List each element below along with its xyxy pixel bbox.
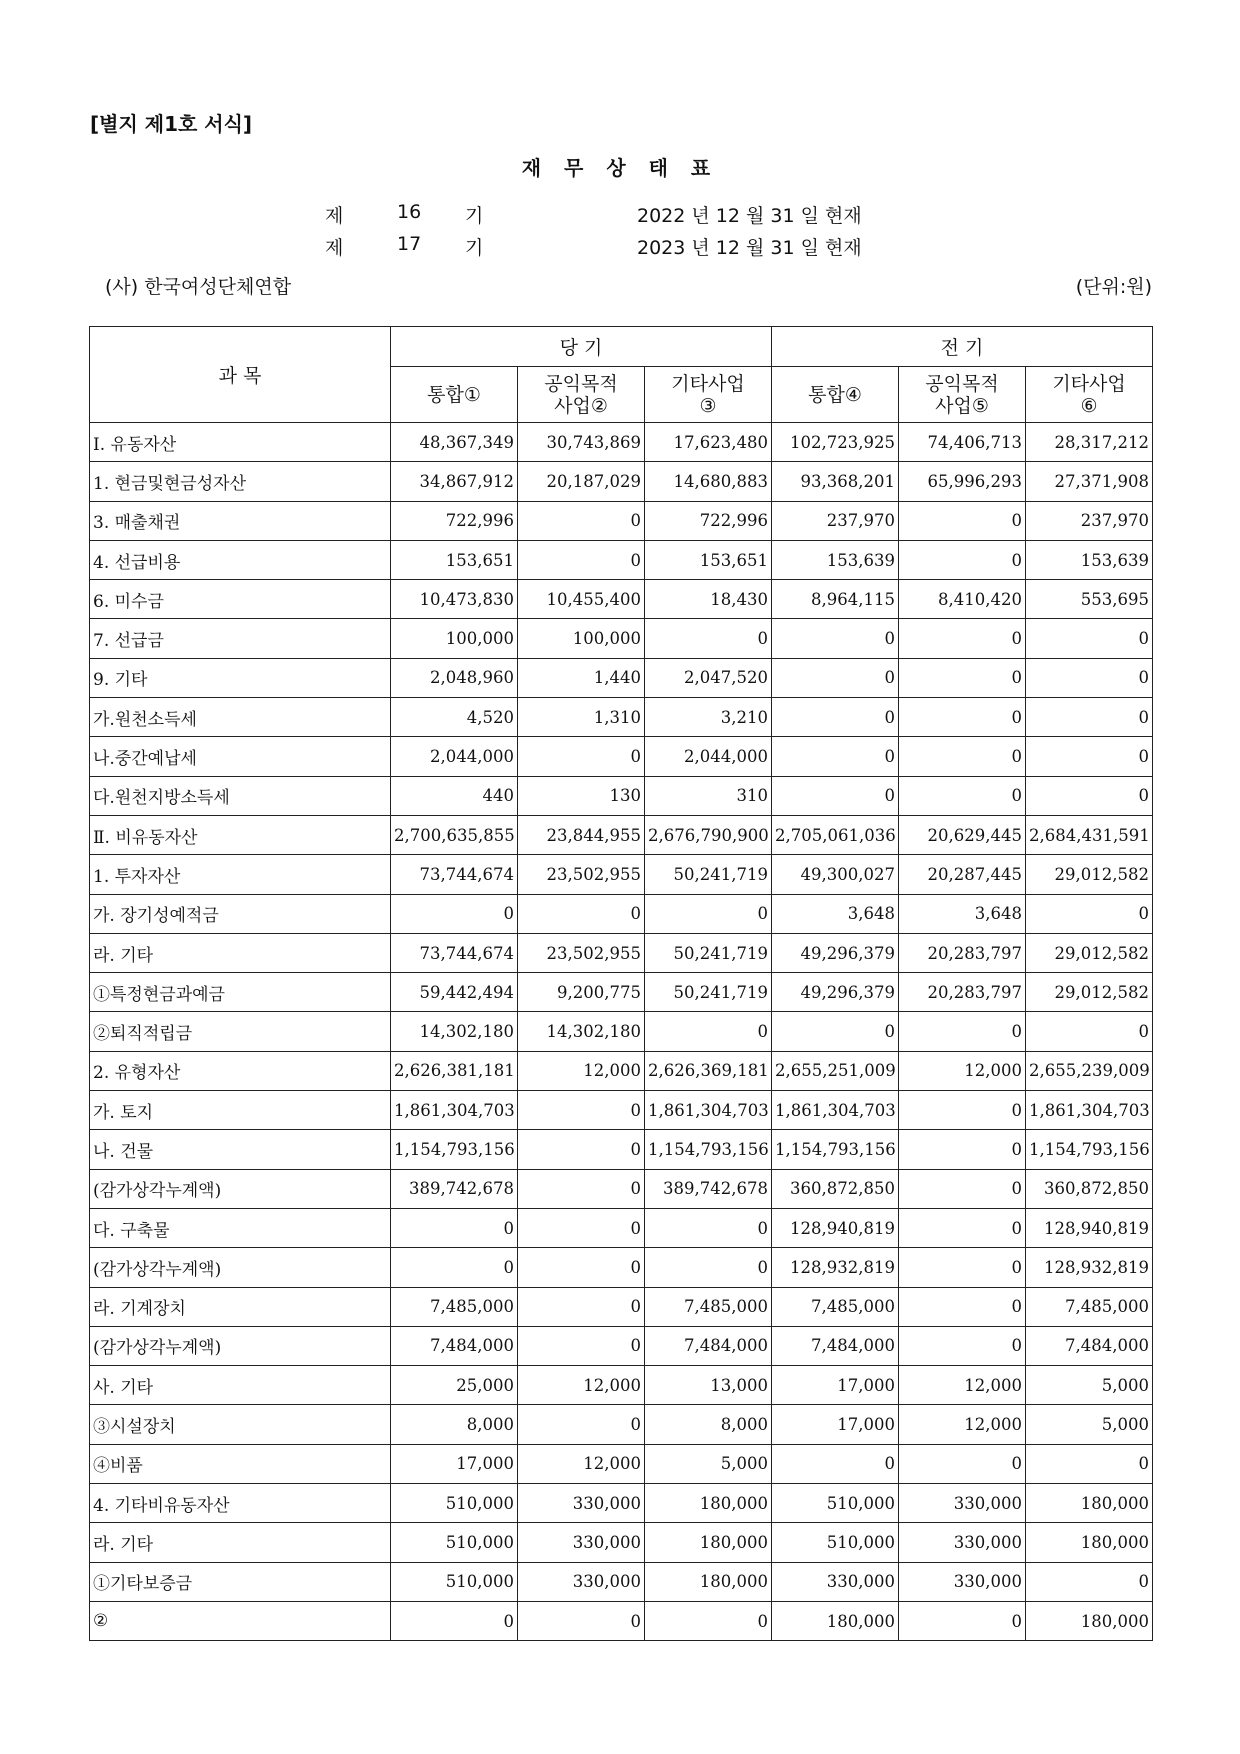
amount-cell: 12,000 bbox=[899, 1366, 1026, 1405]
amount-cell: 2,626,369,181 bbox=[645, 1051, 772, 1090]
item-header: 과 목 bbox=[90, 327, 391, 423]
amount-cell: 1,154,793,156 bbox=[1026, 1130, 1153, 1169]
amount-cell: 0 bbox=[518, 1169, 645, 1208]
amount-cell: 7,485,000 bbox=[645, 1287, 772, 1326]
table-row bbox=[90, 423, 1153, 462]
amount-cell: 23,502,955 bbox=[518, 855, 645, 894]
amount-cell: 128,940,819 bbox=[772, 1208, 899, 1247]
amount-cell: 7,484,000 bbox=[391, 1326, 518, 1365]
amount-cell: 0 bbox=[1026, 1012, 1153, 1051]
amount-cell: 360,872,850 bbox=[1026, 1169, 1153, 1208]
amount-cell: 389,742,678 bbox=[645, 1169, 772, 1208]
amount-cell: 0 bbox=[1026, 1444, 1153, 1483]
amount-cell: 23,844,955 bbox=[518, 815, 645, 854]
amount-cell: 330,000 bbox=[518, 1484, 645, 1523]
table-row bbox=[90, 658, 1153, 697]
amount-cell: 0 bbox=[645, 1248, 772, 1287]
amount-cell: 20,283,797 bbox=[899, 973, 1026, 1012]
amount-cell: 0 bbox=[899, 1208, 1026, 1247]
amount-cell: 0 bbox=[518, 1326, 645, 1365]
period-date: 2023 년 12 월 31 일 현재 bbox=[637, 237, 862, 259]
amount-cell: 0 bbox=[899, 1130, 1026, 1169]
amount-cell: 0 bbox=[518, 1601, 645, 1640]
amount-cell: 29,012,582 bbox=[1026, 973, 1153, 1012]
amount-cell: 0 bbox=[772, 658, 899, 697]
column-header-line: 공익목적 bbox=[544, 372, 618, 395]
account-name: ② bbox=[90, 1601, 391, 1640]
account-name: 라. 기타 bbox=[90, 933, 391, 972]
amount-cell: 0 bbox=[772, 776, 899, 815]
amount-cell: 13,000 bbox=[645, 1366, 772, 1405]
amount-cell: 0 bbox=[899, 1601, 1026, 1640]
amount-cell: 0 bbox=[391, 1208, 518, 1247]
table-row bbox=[90, 1012, 1153, 1051]
column-header-line: ③ bbox=[699, 394, 717, 417]
amount-cell: 17,000 bbox=[772, 1405, 899, 1444]
amount-cell: 128,932,819 bbox=[772, 1248, 899, 1287]
table-row bbox=[90, 1248, 1153, 1287]
amount-cell: 237,970 bbox=[772, 501, 899, 540]
amount-cell: 0 bbox=[518, 540, 645, 579]
amount-cell: 0 bbox=[899, 1248, 1026, 1287]
amount-cell: 330,000 bbox=[772, 1562, 899, 1601]
amount-cell: 0 bbox=[772, 698, 899, 737]
account-name: ①특정현금과예금 bbox=[90, 973, 391, 1012]
amount-cell: 2,044,000 bbox=[391, 737, 518, 776]
document-title: 재 무 상 태 표 bbox=[521, 156, 719, 180]
table-row bbox=[90, 894, 1153, 933]
amount-cell: 0 bbox=[518, 1405, 645, 1444]
account-name: 다.원천지방소득세 bbox=[90, 776, 391, 815]
amount-cell: 1,861,304,703 bbox=[772, 1091, 899, 1130]
amount-cell: 8,410,420 bbox=[899, 580, 1026, 619]
table-row bbox=[90, 1405, 1153, 1444]
amount-cell: 1,861,304,703 bbox=[1026, 1091, 1153, 1130]
amount-cell: 20,287,445 bbox=[899, 855, 1026, 894]
period-number: 16 bbox=[397, 201, 422, 223]
amount-cell: 0 bbox=[899, 619, 1026, 658]
amount-cell: 2,655,251,009 bbox=[772, 1051, 899, 1090]
amount-cell: 330,000 bbox=[518, 1562, 645, 1601]
amount-cell: 8,964,115 bbox=[772, 580, 899, 619]
amount-cell: 73,744,674 bbox=[391, 855, 518, 894]
amount-cell: 0 bbox=[772, 1444, 899, 1483]
amount-cell: 3,648 bbox=[899, 894, 1026, 933]
account-name: 가. 장기성예적금 bbox=[90, 894, 391, 933]
amount-cell: 0 bbox=[1026, 658, 1153, 697]
amount-cell: 510,000 bbox=[772, 1523, 899, 1562]
amount-cell: 0 bbox=[391, 1601, 518, 1640]
column-header bbox=[645, 367, 772, 423]
amount-cell: 330,000 bbox=[899, 1484, 1026, 1523]
amount-cell: 23,502,955 bbox=[518, 933, 645, 972]
account-name: ①기타보증금 bbox=[90, 1562, 391, 1601]
amount-cell: 12,000 bbox=[518, 1051, 645, 1090]
amount-cell: 0 bbox=[645, 1012, 772, 1051]
amount-cell: 50,241,719 bbox=[645, 855, 772, 894]
table-row bbox=[90, 462, 1153, 501]
account-name: ④비품 bbox=[90, 1444, 391, 1483]
account-name: 가. 토지 bbox=[90, 1091, 391, 1130]
amount-cell: 722,996 bbox=[645, 501, 772, 540]
account-name: (감가상각누계액) bbox=[90, 1248, 391, 1287]
amount-cell: 553,695 bbox=[1026, 580, 1153, 619]
amount-cell: 48,367,349 bbox=[391, 423, 518, 462]
amount-cell: 7,485,000 bbox=[772, 1287, 899, 1326]
table-row bbox=[90, 737, 1153, 776]
amount-cell: 12,000 bbox=[518, 1444, 645, 1483]
amount-cell: 5,000 bbox=[645, 1444, 772, 1483]
amount-cell: 7,485,000 bbox=[391, 1287, 518, 1326]
amount-cell: 510,000 bbox=[391, 1562, 518, 1601]
amount-cell: 722,996 bbox=[391, 501, 518, 540]
amount-cell: 2,655,239,009 bbox=[1026, 1051, 1153, 1090]
amount-cell: 0 bbox=[899, 698, 1026, 737]
amount-cell: 0 bbox=[391, 1248, 518, 1287]
amount-cell: 30,743,869 bbox=[518, 423, 645, 462]
period-gi: 기 bbox=[465, 237, 484, 259]
amount-cell: 237,970 bbox=[1026, 501, 1153, 540]
amount-cell: 74,406,713 bbox=[899, 423, 1026, 462]
amount-cell: 0 bbox=[645, 619, 772, 658]
amount-cell: 0 bbox=[899, 1012, 1026, 1051]
table-row bbox=[90, 1169, 1153, 1208]
amount-cell: 2,626,381,181 bbox=[391, 1051, 518, 1090]
amount-cell: 0 bbox=[899, 501, 1026, 540]
amount-cell: 73,744,674 bbox=[391, 933, 518, 972]
account-name: 2. 유형자산 bbox=[90, 1051, 391, 1090]
amount-cell: 17,000 bbox=[391, 1444, 518, 1483]
table-row bbox=[90, 815, 1153, 854]
amount-cell: 100,000 bbox=[518, 619, 645, 658]
period-date: 2022 년 12 월 31 일 현재 bbox=[637, 205, 862, 227]
amount-cell: 180,000 bbox=[1026, 1523, 1153, 1562]
amount-cell: 153,639 bbox=[1026, 540, 1153, 579]
amount-cell: 360,872,850 bbox=[772, 1169, 899, 1208]
account-name: 가.원천소득세 bbox=[90, 698, 391, 737]
amount-cell: 2,044,000 bbox=[645, 737, 772, 776]
table-row bbox=[90, 580, 1153, 619]
amount-cell: 20,283,797 bbox=[899, 933, 1026, 972]
amount-cell: 0 bbox=[518, 501, 645, 540]
amount-cell: 0 bbox=[518, 1248, 645, 1287]
amount-cell: 5,000 bbox=[1026, 1366, 1153, 1405]
amount-cell: 2,047,520 bbox=[645, 658, 772, 697]
table-row bbox=[90, 501, 1153, 540]
table-row bbox=[90, 1051, 1153, 1090]
amount-cell: 1,861,304,703 bbox=[391, 1091, 518, 1130]
table-row bbox=[90, 1562, 1153, 1601]
amount-cell: 27,371,908 bbox=[1026, 462, 1153, 501]
amount-cell: 12,000 bbox=[518, 1366, 645, 1405]
amount-cell: 50,241,719 bbox=[645, 933, 772, 972]
amount-cell: 93,368,201 bbox=[772, 462, 899, 501]
amount-cell: 180,000 bbox=[645, 1523, 772, 1562]
column-header-line: 통합① bbox=[427, 383, 481, 406]
period-gi: 기 bbox=[465, 205, 484, 227]
amount-cell: 34,867,912 bbox=[391, 462, 518, 501]
amount-cell: 330,000 bbox=[518, 1523, 645, 1562]
table-row bbox=[90, 540, 1153, 579]
account-name: 4. 기타비유동자산 bbox=[90, 1484, 391, 1523]
account-name: Ⅱ. 비유동자산 bbox=[90, 815, 391, 854]
amount-cell: 130 bbox=[518, 776, 645, 815]
amount-cell: 25,000 bbox=[391, 1366, 518, 1405]
column-header-line: 기타사업 bbox=[1052, 372, 1126, 395]
amount-cell: 17,000 bbox=[772, 1366, 899, 1405]
account-name: 나.중간예납세 bbox=[90, 737, 391, 776]
table-row bbox=[90, 619, 1153, 658]
amount-cell: 180,000 bbox=[772, 1601, 899, 1640]
amount-cell: 17,623,480 bbox=[645, 423, 772, 462]
amount-cell: 2,684,431,591 bbox=[1026, 815, 1153, 854]
amount-cell: 12,000 bbox=[899, 1051, 1026, 1090]
account-name: (감가상각누계액) bbox=[90, 1169, 391, 1208]
form-label: [별지 제1호 서식] bbox=[90, 112, 253, 136]
amount-cell: 14,302,180 bbox=[391, 1012, 518, 1051]
amount-cell: 180,000 bbox=[645, 1484, 772, 1523]
amount-cell: 510,000 bbox=[391, 1523, 518, 1562]
table-row bbox=[90, 1484, 1153, 1523]
column-header-line: 사업② bbox=[554, 394, 608, 417]
amount-cell: 0 bbox=[772, 1012, 899, 1051]
amount-cell: 100,000 bbox=[391, 619, 518, 658]
amount-cell: 0 bbox=[899, 1287, 1026, 1326]
unit-label: (단위:원) bbox=[1075, 276, 1152, 298]
amount-cell: 0 bbox=[1026, 619, 1153, 658]
amount-cell: 0 bbox=[645, 1601, 772, 1640]
amount-cell: 9,200,775 bbox=[518, 973, 645, 1012]
amount-cell: 2,700,635,855 bbox=[391, 815, 518, 854]
amount-cell: 440 bbox=[391, 776, 518, 815]
amount-cell: 49,300,027 bbox=[772, 855, 899, 894]
account-name: 6. 미수금 bbox=[90, 580, 391, 619]
amount-cell: 0 bbox=[645, 1208, 772, 1247]
amount-cell: 180,000 bbox=[1026, 1601, 1153, 1640]
amount-cell: 7,485,000 bbox=[1026, 1287, 1153, 1326]
period-je: 제 bbox=[325, 237, 344, 259]
amount-cell: 14,302,180 bbox=[518, 1012, 645, 1051]
amount-cell: 330,000 bbox=[899, 1523, 1026, 1562]
table-row bbox=[90, 933, 1153, 972]
amount-cell: 0 bbox=[899, 1444, 1026, 1483]
table-row bbox=[90, 855, 1153, 894]
amount-cell: 8,000 bbox=[391, 1405, 518, 1444]
account-name: 다. 구축물 bbox=[90, 1208, 391, 1247]
account-name: 3. 매출채권 bbox=[90, 501, 391, 540]
account-name: Ⅰ. 유동자산 bbox=[90, 423, 391, 462]
amount-cell: 180,000 bbox=[645, 1562, 772, 1601]
table-row bbox=[90, 973, 1153, 1012]
amount-cell: 0 bbox=[1026, 1562, 1153, 1601]
amount-cell: 0 bbox=[1026, 894, 1153, 933]
amount-cell: 2,676,790,900 bbox=[645, 815, 772, 854]
account-name: 1. 현금및현금성자산 bbox=[90, 462, 391, 501]
amount-cell: 128,932,819 bbox=[1026, 1248, 1153, 1287]
table-row bbox=[90, 1601, 1153, 1640]
amount-cell: 2,048,960 bbox=[391, 658, 518, 697]
period-line-17 bbox=[325, 233, 925, 259]
amount-cell: 0 bbox=[518, 737, 645, 776]
period-je: 제 bbox=[325, 205, 344, 227]
account-name: 라. 기타 bbox=[90, 1523, 391, 1562]
period-number: 17 bbox=[397, 233, 422, 255]
amount-cell: 0 bbox=[391, 894, 518, 933]
amount-cell: 0 bbox=[899, 658, 1026, 697]
amount-cell: 128,940,819 bbox=[1026, 1208, 1153, 1247]
column-header bbox=[899, 367, 1026, 423]
amount-cell: 330,000 bbox=[899, 1562, 1026, 1601]
column-header bbox=[391, 367, 518, 423]
amount-cell: 50,241,719 bbox=[645, 973, 772, 1012]
amount-cell: 0 bbox=[518, 1091, 645, 1130]
amount-cell: 510,000 bbox=[391, 1484, 518, 1523]
account-name: (감가상각누계액) bbox=[90, 1326, 391, 1365]
amount-cell: 153,651 bbox=[391, 540, 518, 579]
amount-cell: 0 bbox=[899, 1169, 1026, 1208]
table-row bbox=[90, 698, 1153, 737]
amount-cell: 20,187,029 bbox=[518, 462, 645, 501]
amount-cell: 49,296,379 bbox=[772, 973, 899, 1012]
amount-cell: 0 bbox=[899, 737, 1026, 776]
amount-cell: 28,317,212 bbox=[1026, 423, 1153, 462]
amount-cell: 0 bbox=[1026, 698, 1153, 737]
amount-cell: 180,000 bbox=[1026, 1484, 1153, 1523]
amount-cell: 29,012,582 bbox=[1026, 855, 1153, 894]
table-row bbox=[90, 1523, 1153, 1562]
amount-cell: 153,639 bbox=[772, 540, 899, 579]
column-header bbox=[518, 367, 645, 423]
amount-cell: 3,210 bbox=[645, 698, 772, 737]
balance-sheet-table bbox=[89, 326, 1153, 1641]
account-name: ②퇴직적립금 bbox=[90, 1012, 391, 1051]
column-header-line: 기타사업 bbox=[671, 372, 745, 395]
table-row bbox=[90, 1444, 1153, 1483]
amount-cell: 14,680,883 bbox=[645, 462, 772, 501]
amount-cell: 310 bbox=[645, 776, 772, 815]
current-period-header: 당 기 bbox=[391, 327, 772, 367]
amount-cell: 0 bbox=[899, 540, 1026, 579]
amount-cell: 102,723,925 bbox=[772, 423, 899, 462]
amount-cell: 0 bbox=[518, 1287, 645, 1326]
account-name: 4. 선급비용 bbox=[90, 540, 391, 579]
amount-cell: 29,012,582 bbox=[1026, 933, 1153, 972]
table-row bbox=[90, 1366, 1153, 1405]
account-name: 사. 기타 bbox=[90, 1366, 391, 1405]
amount-cell: 65,996,293 bbox=[899, 462, 1026, 501]
account-name: ③시설장치 bbox=[90, 1405, 391, 1444]
amount-cell: 1,310 bbox=[518, 698, 645, 737]
amount-cell: 0 bbox=[645, 894, 772, 933]
column-header-line: 사업⑤ bbox=[935, 394, 989, 417]
amount-cell: 2,705,061,036 bbox=[772, 815, 899, 854]
table-row bbox=[90, 1091, 1153, 1130]
amount-cell: 0 bbox=[899, 1326, 1026, 1365]
amount-cell: 1,154,793,156 bbox=[772, 1130, 899, 1169]
table-body bbox=[90, 423, 1153, 1641]
amount-cell: 10,473,830 bbox=[391, 580, 518, 619]
amount-cell: 1,154,793,156 bbox=[645, 1130, 772, 1169]
organization-name: (사) 한국여성단체연합 bbox=[105, 276, 292, 298]
amount-cell: 3,648 bbox=[772, 894, 899, 933]
table-row bbox=[90, 776, 1153, 815]
amount-cell: 4,520 bbox=[391, 698, 518, 737]
table-row bbox=[90, 1208, 1153, 1247]
amount-cell: 0 bbox=[772, 619, 899, 658]
amount-cell: 0 bbox=[772, 737, 899, 776]
column-header bbox=[1026, 367, 1153, 423]
prior-period-header: 전 기 bbox=[772, 327, 1153, 367]
column-header bbox=[772, 367, 899, 423]
table-row bbox=[90, 1287, 1153, 1326]
table-row bbox=[90, 1130, 1153, 1169]
amount-cell: 0 bbox=[1026, 776, 1153, 815]
amount-cell: 0 bbox=[518, 894, 645, 933]
amount-cell: 1,440 bbox=[518, 658, 645, 697]
column-header-line: 공익목적 bbox=[925, 372, 999, 395]
amount-cell: 8,000 bbox=[645, 1405, 772, 1444]
amount-cell: 7,484,000 bbox=[772, 1326, 899, 1365]
amount-cell: 10,455,400 bbox=[518, 580, 645, 619]
amount-cell: 7,484,000 bbox=[645, 1326, 772, 1365]
amount-cell: 18,430 bbox=[645, 580, 772, 619]
amount-cell: 20,629,445 bbox=[899, 815, 1026, 854]
amount-cell: 59,442,494 bbox=[391, 973, 518, 1012]
period-line-16 bbox=[325, 201, 925, 227]
account-name: 7. 선급금 bbox=[90, 619, 391, 658]
amount-cell: 0 bbox=[1026, 737, 1153, 776]
amount-cell: 0 bbox=[518, 1130, 645, 1169]
amount-cell: 0 bbox=[899, 776, 1026, 815]
account-name: 1. 투자자산 bbox=[90, 855, 391, 894]
amount-cell: 7,484,000 bbox=[1026, 1326, 1153, 1365]
account-name: 라. 기계장치 bbox=[90, 1287, 391, 1326]
amount-cell: 1,154,793,156 bbox=[391, 1130, 518, 1169]
column-header-line: 통합④ bbox=[808, 383, 862, 406]
account-name: 9. 기타 bbox=[90, 658, 391, 697]
amount-cell: 1,861,304,703 bbox=[645, 1091, 772, 1130]
amount-cell: 49,296,379 bbox=[772, 933, 899, 972]
account-name: 나. 건물 bbox=[90, 1130, 391, 1169]
amount-cell: 5,000 bbox=[1026, 1405, 1153, 1444]
column-header-line: ⑥ bbox=[1080, 394, 1098, 417]
amount-cell: 389,742,678 bbox=[391, 1169, 518, 1208]
amount-cell: 0 bbox=[518, 1208, 645, 1247]
table-row bbox=[90, 1326, 1153, 1365]
amount-cell: 0 bbox=[899, 1091, 1026, 1130]
amount-cell: 510,000 bbox=[772, 1484, 899, 1523]
amount-cell: 12,000 bbox=[899, 1405, 1026, 1444]
amount-cell: 153,651 bbox=[645, 540, 772, 579]
